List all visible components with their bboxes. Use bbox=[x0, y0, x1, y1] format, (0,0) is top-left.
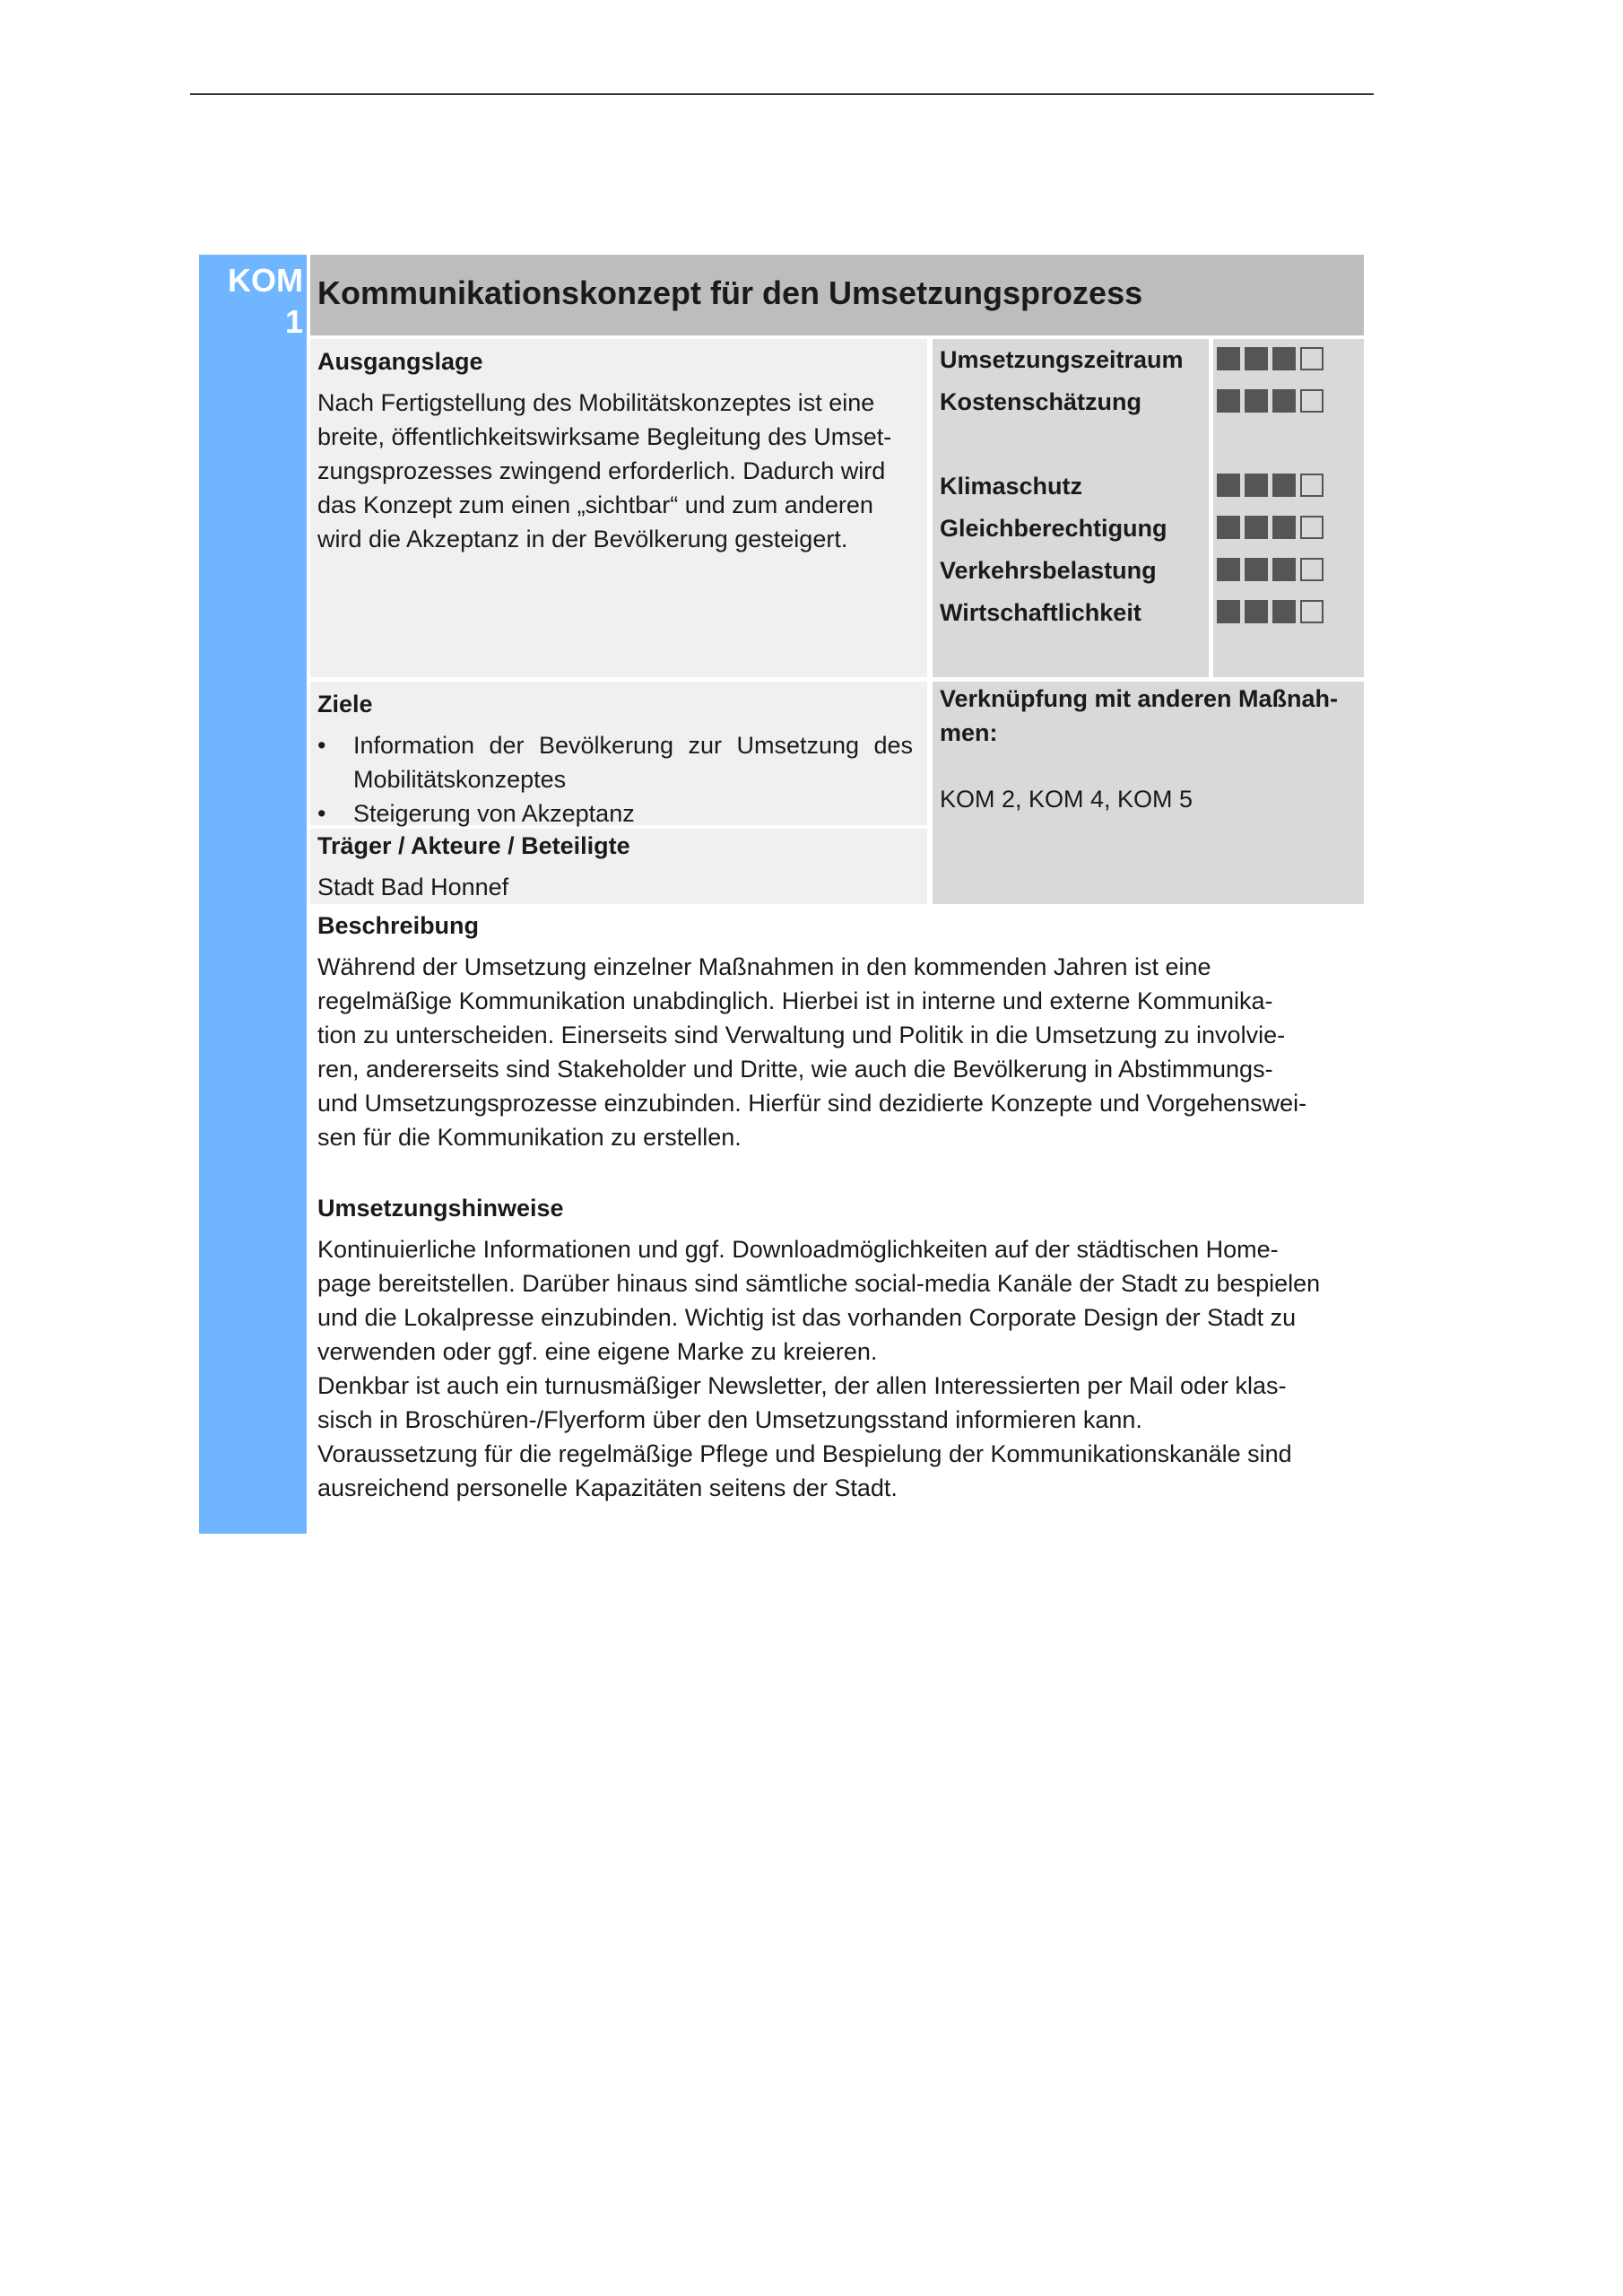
ausgangslage-line: das Konzept zum einen „sichtbar“ und zum anderen bbox=[317, 491, 873, 518]
beschreibung-line: und Umsetzungsprozesse einzubinden. Hierfür sind dezidierte Konzepte und Vorgehenswei- bbox=[317, 1090, 1307, 1117]
ziele-item: • Information der Bevölkerung zur Umsetzung des Mobilitätskonzeptes bbox=[317, 728, 913, 796]
criterion-label: Verkehrsbelastung bbox=[940, 557, 1157, 584]
ausgangslage-line: Nach Fertigstellung des Mobilitätskonzeptes ist eine bbox=[317, 389, 875, 416]
rating-square-empty bbox=[1300, 389, 1324, 413]
header-rule bbox=[190, 93, 1374, 95]
ausgangslage-line: breite, öffentlichkeitswirksame Begleitung des Umset- bbox=[317, 423, 892, 450]
beschreibung-line: regelmäßige Kommunikation unabdinglich. Hierbei ist in interne und externe Kommunika- bbox=[317, 987, 1273, 1014]
rating-square-filled bbox=[1272, 600, 1296, 623]
rating-square-filled bbox=[1217, 347, 1240, 370]
rating-indicator bbox=[1217, 389, 1324, 413]
verknuepfung-heading: men: bbox=[940, 719, 998, 746]
umsetzungshinweise-line: Denkbar ist auch ein turnusmäßiger Newsletter, der allen Interessierten per Mail oder klas- bbox=[317, 1372, 1287, 1399]
rating-square-filled bbox=[1272, 474, 1296, 497]
ausgangslage-heading: Ausgangslage bbox=[317, 348, 483, 375]
criterion-label: Wirtschaftlichkeit bbox=[940, 599, 1141, 626]
verknuepfung-value: KOM 2, KOM 4, KOM 5 bbox=[940, 786, 1193, 813]
verknuepfung-cell bbox=[933, 682, 1364, 904]
ziele-cell bbox=[310, 682, 927, 825]
rating-square-filled bbox=[1217, 389, 1240, 413]
ausgangslage-line: wird die Akzeptanz in der Bevölkerung gesteigert. bbox=[317, 526, 848, 552]
beschreibung-section bbox=[317, 909, 1367, 1154]
title-bar bbox=[310, 255, 1364, 335]
rating-indicator bbox=[1217, 600, 1324, 623]
rating-square-filled bbox=[1245, 389, 1268, 413]
beschreibung-heading: Beschreibung bbox=[317, 912, 480, 939]
measure-code: KOM 1 bbox=[228, 262, 303, 340]
ausgangslage-cell bbox=[310, 339, 927, 677]
rating-square-filled bbox=[1245, 558, 1268, 581]
rating-square-empty bbox=[1300, 347, 1324, 370]
rating-square-empty bbox=[1300, 558, 1324, 581]
rating-square-filled bbox=[1272, 516, 1296, 539]
traeger-value: Stadt Bad Honnef bbox=[317, 874, 509, 900]
beschreibung-line: Während der Umsetzung einzelner Maßnahmen in den kommenden Jahren ist eine bbox=[317, 953, 1211, 980]
ausgangslage-line: zungsprozesses zwingend erforderlich. Dadurch wird bbox=[317, 457, 886, 484]
ziele-list bbox=[317, 728, 913, 831]
rating-indicator bbox=[1217, 347, 1324, 370]
rating-square-filled bbox=[1245, 347, 1268, 370]
measure-title: Kommunikationskonzept für den Umsetzungsprozess bbox=[317, 274, 1143, 311]
rating-square-filled bbox=[1245, 516, 1268, 539]
traeger-heading: Träger / Akteure / Beteiligte bbox=[317, 832, 630, 859]
traeger-cell bbox=[310, 829, 927, 904]
beschreibung-line: sen für die Kommunikation zu erstellen. bbox=[317, 1124, 742, 1151]
rating-square-filled bbox=[1217, 516, 1240, 539]
umsetzungshinweise-line: Voraussetzung für die regelmäßige Pflege und Bespielung der Kommunikationskanäle sind bbox=[317, 1440, 1292, 1467]
rating-square-filled bbox=[1217, 474, 1240, 497]
rating-square-empty bbox=[1300, 474, 1324, 497]
umsetzungshinweise-line: verwenden oder ggf. eine eigene Marke zu kreieren. bbox=[317, 1338, 878, 1365]
rating-square-empty bbox=[1300, 600, 1324, 623]
measure-sidebar bbox=[199, 255, 307, 1534]
beschreibung-line: tion zu unterscheiden. Einerseits sind Verwaltung und Politik in die Umsetzung zu involvie- bbox=[317, 1022, 1286, 1048]
rating-square-empty bbox=[1300, 516, 1324, 539]
rating-square-filled bbox=[1272, 389, 1296, 413]
verknuepfung-heading: Verknüpfung mit anderen Maßnah- bbox=[940, 685, 1339, 712]
criterion-label: Umsetzungszeitraum bbox=[940, 346, 1184, 373]
criterion-label: Gleichberechtigung bbox=[940, 515, 1167, 542]
rating-square-filled bbox=[1245, 600, 1268, 623]
umsetzungshinweise-line: page bereitstellen. Darüber hinaus sind sämtliche social-media Kanäle der Stadt zu bespielen bbox=[317, 1270, 1321, 1297]
umsetzungshinweise-line: Kontinuierliche Informationen und ggf. Downloadmöglichkeiten auf der städtischen Home- bbox=[317, 1236, 1279, 1263]
rating-square-filled bbox=[1272, 347, 1296, 370]
rating-indicator bbox=[1217, 474, 1324, 497]
rating-square-filled bbox=[1217, 600, 1240, 623]
rating-square-filled bbox=[1245, 474, 1268, 497]
criterion-label: Klimaschutz bbox=[940, 473, 1083, 500]
criterion-label: Kostenschätzung bbox=[940, 388, 1142, 415]
rating-indicator bbox=[1217, 558, 1324, 581]
umsetzungshinweise-line: und die Lokalpresse einzubinden. Wichtig ist das vorhanden Corporate Design der Stadt zu bbox=[317, 1304, 1297, 1331]
umsetzungshinweise-section bbox=[317, 1191, 1367, 1505]
ziele-item: • Steigerung von Akzeptanz bbox=[317, 796, 913, 831]
umsetzungshinweise-heading: Umsetzungshinweise bbox=[317, 1195, 564, 1222]
umsetzungshinweise-line: ausreichend personelle Kapazitäten seitens der Stadt. bbox=[317, 1474, 898, 1501]
beschreibung-line: ren, andererseits sind Stakeholder und Dritte, wie auch die Bevölkerung in Abstimmungs- bbox=[317, 1056, 1273, 1083]
rating-indicator bbox=[1217, 516, 1324, 539]
rating-square-filled bbox=[1272, 558, 1296, 581]
rating-square-filled bbox=[1217, 558, 1240, 581]
ziele-heading: Ziele bbox=[317, 691, 373, 718]
umsetzungshinweise-line: sisch in Broschüren-/Flyerform über den Umsetzungsstand informieren kann. bbox=[317, 1406, 1142, 1433]
